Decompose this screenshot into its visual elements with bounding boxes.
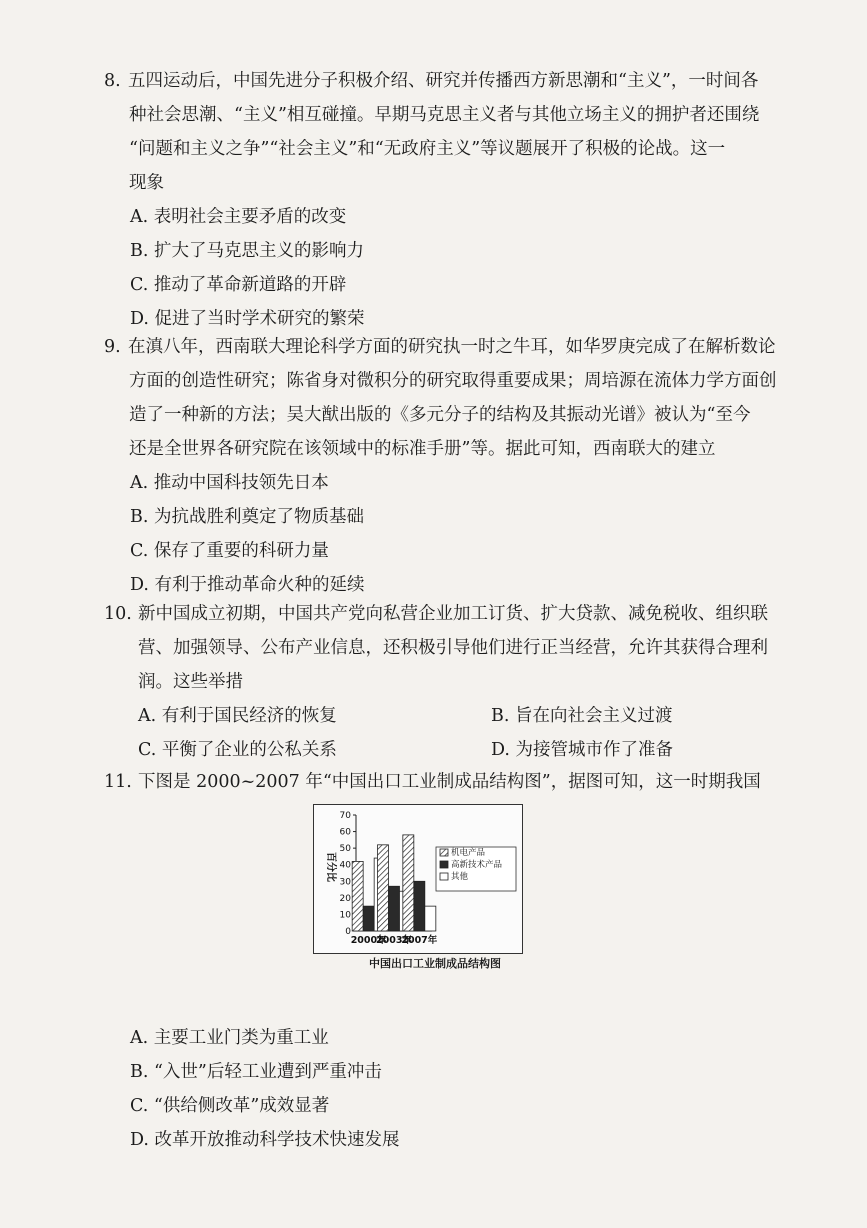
stem-line: 现象 bbox=[129, 173, 164, 193]
option-a: A. 表明社会主要矛盾的改变 bbox=[130, 207, 347, 227]
stem-line: 方面的创造性研究；陈省身对微积分的研究取得重要成果；周培源在流体力学方面创 bbox=[129, 371, 777, 391]
option-b: B. 旨在向社会主义过渡 bbox=[491, 706, 673, 726]
y-tick-label: 30 bbox=[339, 877, 351, 888]
x-tick-label: 2003年 bbox=[376, 935, 412, 946]
question-10 bbox=[104, 597, 844, 767]
y-tick-label: 0 bbox=[345, 927, 351, 937]
stem-line: 下图是 2000~2007 年“中国出口工业制成品结构图”，据图可知，这一时期我国 bbox=[138, 772, 761, 792]
y-tick-label: 50 bbox=[339, 844, 351, 855]
legend-label: 其他 bbox=[451, 872, 469, 882]
option-d: D. 促进了当时学术研究的繁荣 bbox=[130, 309, 365, 329]
option-c: C. 推动了革命新道路的开辟 bbox=[130, 275, 347, 295]
bar bbox=[352, 861, 363, 931]
stem-line: 在滇八年，西南联大理论科学方面的研究执一时之牛耳，如华罗庚完成了在解析数论 bbox=[128, 337, 776, 357]
option-d: D. 为接管城市作了准备 bbox=[491, 740, 674, 760]
option-d: D. 改革开放推动科学技术快速发展 bbox=[130, 1130, 400, 1150]
y-tick-label: 20 bbox=[339, 893, 351, 904]
question-number: 10. bbox=[104, 604, 132, 624]
bar bbox=[389, 886, 400, 931]
question-number: 8. bbox=[104, 71, 121, 91]
question-number: 9. bbox=[104, 337, 121, 357]
stem-line: “问题和主义之争”“社会主义”和“无政府主义”等议题展开了积极的论战。这一 bbox=[129, 139, 726, 159]
y-tick-label: 60 bbox=[339, 827, 351, 838]
stem-line: 润。这些举措 bbox=[138, 672, 243, 692]
stem-line: 还是全世界各研究院在该领域中的标准手册”等。据此可知，西南联大的建立 bbox=[129, 439, 716, 459]
question-9 bbox=[104, 330, 844, 602]
legend-swatch bbox=[440, 873, 448, 880]
option-a: A. 有利于国民经济的恢复 bbox=[138, 706, 337, 726]
option-d: D. 有利于推动革命火种的延续 bbox=[130, 575, 365, 595]
option-a: A. 推动中国科技领先日本 bbox=[130, 473, 329, 493]
option-c: C. 保存了重要的科研力量 bbox=[130, 541, 329, 561]
legend-swatch bbox=[440, 849, 448, 856]
bar bbox=[363, 906, 374, 931]
chart-canvas bbox=[314, 805, 522, 953]
bar bbox=[425, 906, 436, 931]
legend-swatch bbox=[440, 861, 448, 868]
option-b: B. 为抗战胜利奠定了物质基础 bbox=[130, 507, 364, 527]
option-b: B. 扩大了马克思主义的影响力 bbox=[130, 241, 364, 261]
stem-line: 造了一种新的方法；吴大猷出版的《多元分子的结构及其振动光谱》被认为“至今 bbox=[129, 405, 751, 425]
legend-label: 高新技术产品 bbox=[451, 860, 503, 870]
question-11-options bbox=[104, 1021, 844, 1157]
option-a: A. 主要工业门类为重工业 bbox=[130, 1028, 329, 1048]
question-8-stem bbox=[104, 64, 844, 200]
legend-label: 机电产品 bbox=[451, 848, 486, 858]
option-c: C. 平衡了企业的公私关系 bbox=[138, 740, 337, 760]
y-axis-label: 百分比 bbox=[325, 852, 336, 882]
bar-chart bbox=[313, 804, 523, 954]
bar bbox=[403, 835, 414, 931]
stem-line: 五四运动后，中国先进分子积极介绍、研究并传播西方新思潮和“主义”，一时间各 bbox=[128, 71, 759, 91]
y-tick-label: 40 bbox=[339, 860, 351, 871]
question-11 bbox=[104, 765, 844, 799]
stem-line: 营、加强领导、公布产业信息，还积极引导他们进行正当经营，允许其获得合理利 bbox=[138, 638, 768, 658]
question-number: 11. bbox=[104, 772, 132, 792]
question-8 bbox=[104, 64, 844, 336]
x-tick-label: 2000年 bbox=[350, 935, 387, 946]
option-b: B. “入世”后轻工业遭到严重冲击 bbox=[130, 1062, 382, 1082]
bar bbox=[378, 845, 389, 931]
stem-line: 种社会思潮、“主义”相互碰撞。早期马克思主义者与其他立场主义的拥护者还围绕 bbox=[129, 105, 760, 125]
y-tick-label: 10 bbox=[339, 910, 351, 921]
stem-line: 新中国成立初期，中国共产党向私营企业加工订货、扩大贷款、减免税收、组织联 bbox=[138, 604, 768, 624]
bar bbox=[414, 881, 425, 931]
y-tick-label: 70 bbox=[339, 811, 351, 821]
option-c: C. “供给侧改革”成效显著 bbox=[130, 1096, 330, 1116]
chart-caption: 中国出口工业制成品结构图 bbox=[369, 957, 501, 970]
x-tick-label: 2007年 bbox=[401, 935, 438, 946]
